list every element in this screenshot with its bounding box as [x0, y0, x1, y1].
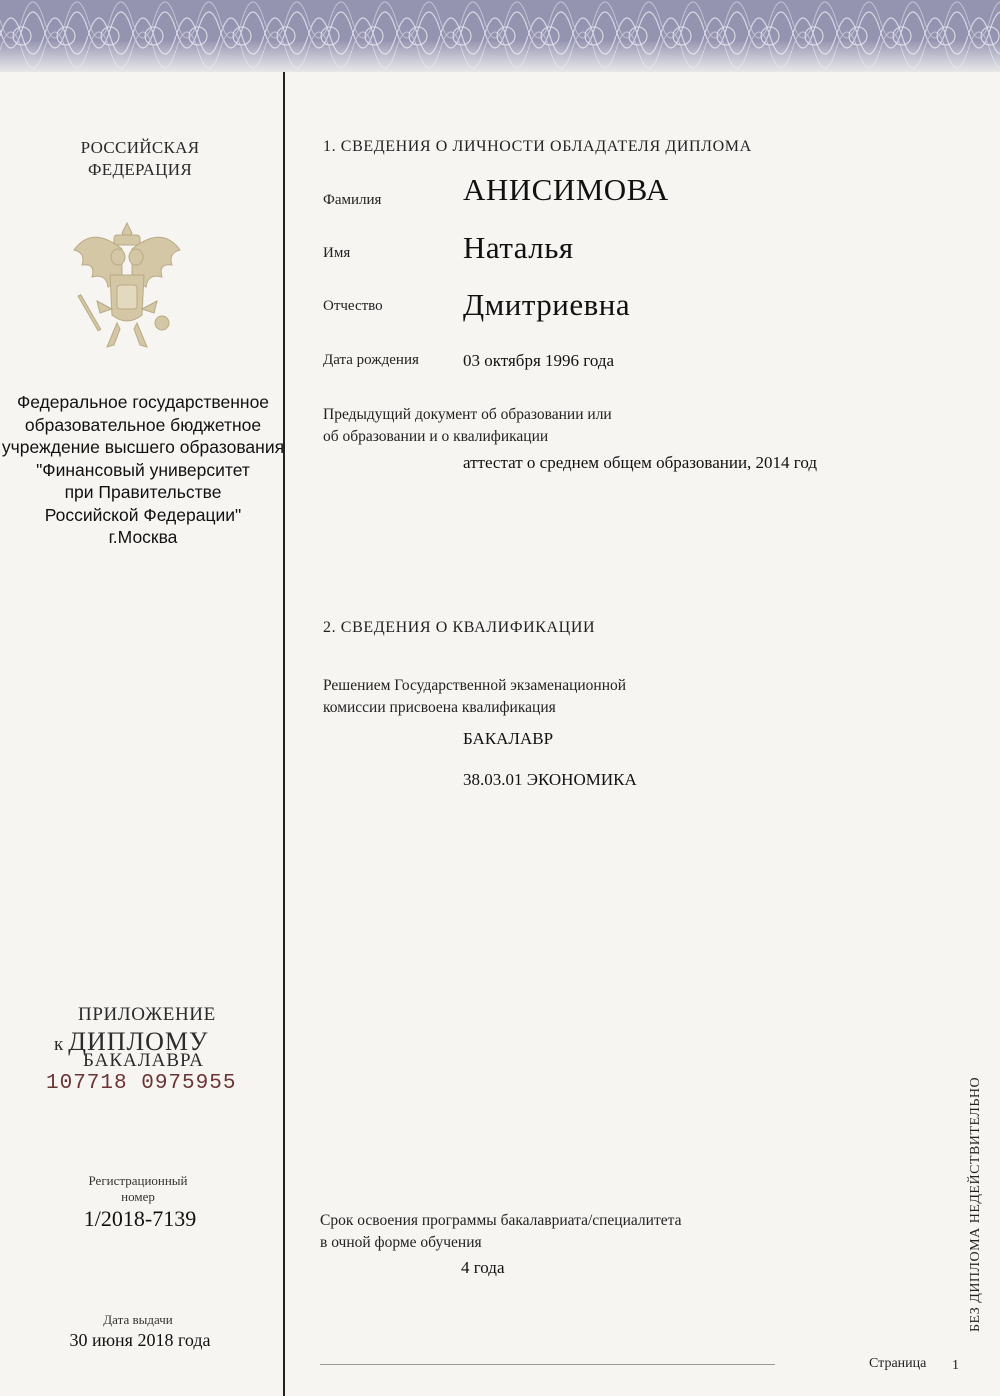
footer-line — [320, 1364, 775, 1365]
coat-of-arms-emblem — [62, 205, 192, 365]
country-title: РОССИЙСКАЯ ФЕДЕРАЦИЯ — [80, 138, 200, 179]
section-1-title: 1. СВЕДЕНИЯ О ЛИЧНОСТИ ОБЛАДАТЕЛЯ ДИПЛОМА — [323, 138, 752, 155]
degree-title: БАКАЛАВРА — [83, 1050, 204, 1071]
issue-date: 30 июня 2018 года — [69, 1330, 211, 1350]
surname-label: Фамилия — [323, 192, 382, 208]
patronymic-label: Отчество — [323, 298, 383, 314]
validity-note: БЕЗ ДИПЛОМА НЕДЕЙСТВИТЕЛЬНО — [968, 1076, 983, 1332]
section-2-title: 2. СВЕДЕНИЯ О КВАЛИФИКАЦИИ — [323, 619, 596, 636]
registration-label: Регистрационный номер — [88, 1173, 188, 1204]
previous-document-value: аттестат о среднем общем образовании, 2014 год — [463, 453, 818, 472]
specialty-value: 38.03.01 ЭКОНОМИКА — [463, 770, 637, 789]
surname-value: АНИСИМОВА — [463, 172, 669, 207]
qualification-value: БАКАЛАВР — [463, 729, 554, 748]
birth-date-value: 03 октября 1996 года — [463, 351, 615, 370]
birth-date-label: Дата рождения — [323, 352, 419, 368]
serial-number: 107718 0975955 — [46, 1072, 237, 1095]
issue-date-label: Дата выдачи — [103, 1312, 173, 1327]
study-duration-label: Срок освоения программы бакалавриата/специалитета в очной форме обучения — [320, 1212, 682, 1251]
page-label: Страница — [869, 1356, 927, 1371]
appendix-title: ПРИЛОЖЕНИЕ — [78, 1004, 216, 1025]
patronymic-value: Дмитриевна — [463, 287, 631, 322]
registration-number: 1/2018-7139 — [83, 1206, 197, 1231]
qualification-decision-text: Решением Государственной экзаменационной комиссии присвоена квалификация — [323, 677, 627, 716]
organization-name: Федеральное государственное образовательное бюджетное учреждение высшего образования "Финансовый университет при Правительстве Российской Федерации" г.Москва — [1, 392, 285, 547]
guilloche-banner — [0, 0, 1000, 72]
page-number: 1 — [952, 1358, 959, 1373]
previous-document-label: Предыдущий документ об образовании или об образовании и о квалификации — [323, 406, 612, 445]
study-duration-value: 4 года — [461, 1258, 505, 1277]
column-divider — [283, 72, 285, 1396]
diploma-heading: к ДИПЛОМУ — [54, 1027, 209, 1056]
name-value: Наталья — [463, 230, 574, 265]
name-label: Имя — [323, 245, 351, 261]
